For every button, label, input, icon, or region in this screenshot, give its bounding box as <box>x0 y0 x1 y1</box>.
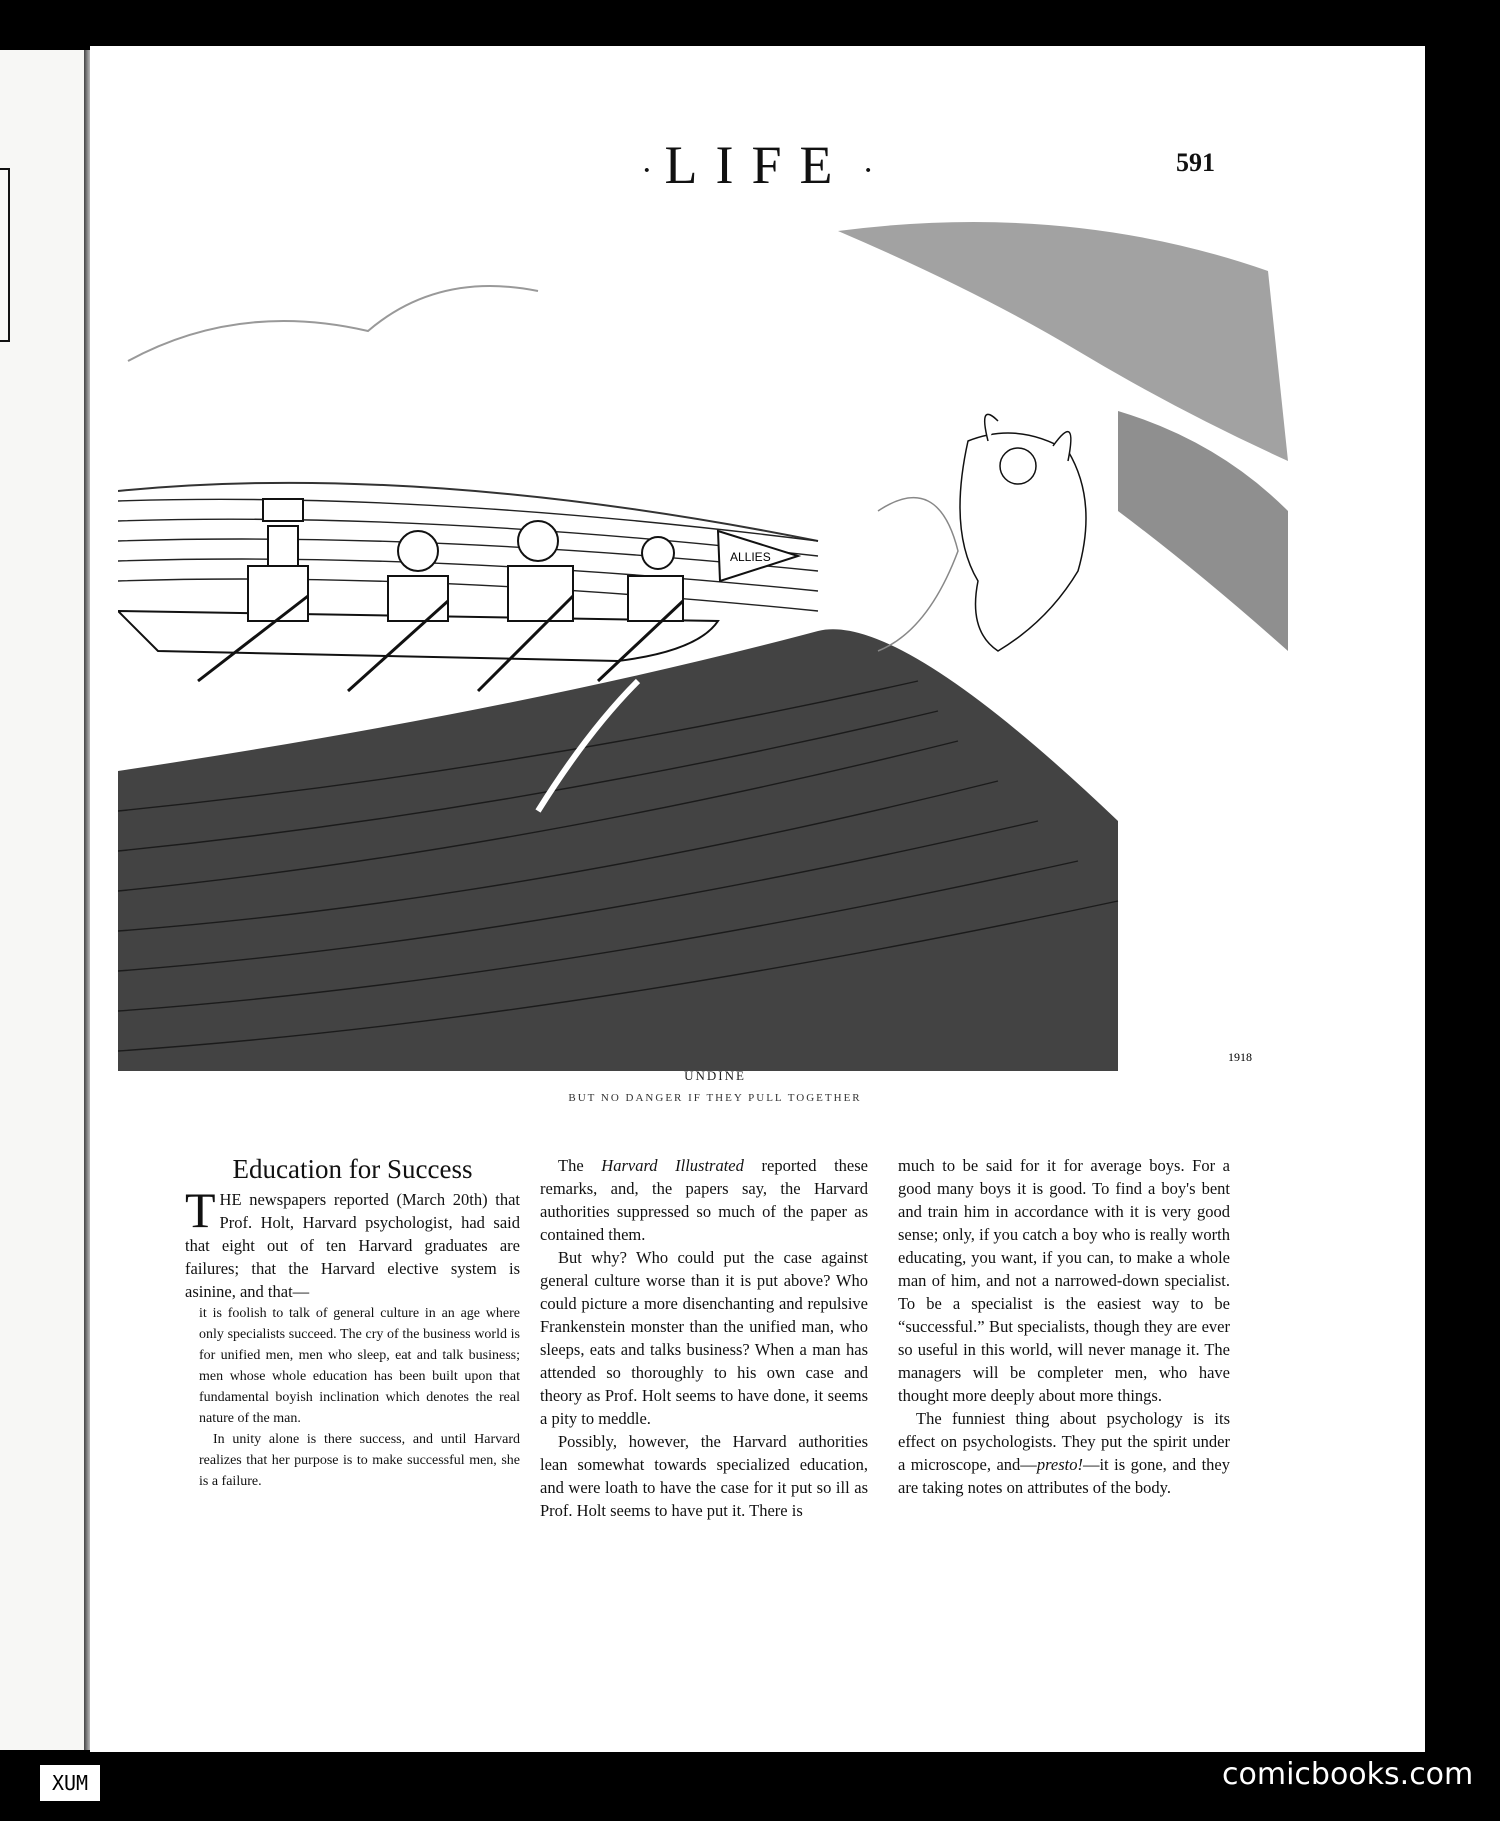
paragraph-average-boys: much to be said for it for average boys. For a good many boys it is good. To find a boy's bent and train him in accordance with it is very good sense; only, if you catch a boy who is really worth educating, you want, if you can, to make a whole man of him, and not a narrowed-down specialist. To be a specialist is the easiest way to be “successful.” But specialists, though they are ever so useful in this world, will never manage it. The managers will be completer men, who have thought more deeply about more things. <box>898 1156 1230 1405</box>
quote-paragraph-2: In unity alone is there success, and until Harvard realizes that her purpose is to make successful men, she is a failure. <box>199 1432 520 1489</box>
text-span: reported these remarks, and, the papers say, the Harvard authorities suppressed so much of the paper as contained them. <box>540 1156 868 1244</box>
text-span: The <box>558 1156 602 1175</box>
cartoon-subtitle: BUT NO DANGER IF THEY PULL TOGETHER <box>568 1092 862 1104</box>
paragraph-intro <box>185 1182 520 1303</box>
facing-page-border-fragment <box>0 168 10 342</box>
page-number: 591 <box>1176 148 1215 177</box>
scan-tag: XUM <box>40 1765 100 1801</box>
paragraph-harvard-illustrated <box>540 1154 868 1246</box>
magazine-page <box>90 46 1425 1752</box>
article-column-2 <box>540 1154 868 1522</box>
article-heading: Education for Success <box>232 1154 473 1184</box>
text-span: —it is gone, and they are taking notes on attributes of the body. <box>898 1455 1231 1497</box>
article-column-3 <box>898 1154 1230 1499</box>
article-column-1 <box>185 1154 520 1492</box>
quotation-block <box>199 1303 520 1492</box>
quote-paragraph-1: it is foolish to talk of general culture in an age where only specialists succeed. The cry of the business world is for unified men, men who sleep, eat and talk business; men whose whole education has been built upon that fundamental boyish inclination which denotes the real nature of the man. <box>199 1306 520 1426</box>
paragraph-but-why: But why? Who could put the case against general culture worse than it is put above? Who could picture a more disenchanting and repulsive Frankenstein monster than the unified man, who sleeps, eats and talks business? When a man has attended so thoroughly to his own case and theory as Prof. Holt seems to have done, it seems a pity to meddle. <box>540 1248 868 1428</box>
text-span: The funniest thing about psychology is its effect on psychologists. They put the spirit under a microscope, and— <box>898 1409 1230 1474</box>
masthead-title: LIFE <box>664 135 851 195</box>
cartoon-title: UNDINE <box>684 1068 746 1083</box>
site-watermark: comicbooks.com <box>1222 1757 1474 1792</box>
publication-title: Harvard Illustrated <box>601 1156 744 1175</box>
paragraph-psychology <box>898 1407 1230 1499</box>
cartoon-illustration <box>118 211 1313 1071</box>
paragraph-intro-text: HE newspapers reported (March 20th) that Prof. Holt, Harvard psychologist, had said that eight out of ten Harvard graduates are failures; that the Harvard elective system is asinine, and that— <box>185 1190 520 1301</box>
masthead: · LIFE · <box>641 135 874 195</box>
drop-cap: T <box>185 1182 216 1238</box>
flag-label: ALLIES <box>730 550 771 564</box>
artist-signature-year: 1918 <box>1228 1050 1252 1064</box>
facing-page-edge <box>0 50 87 1750</box>
presto-word: presto! <box>1036 1455 1083 1474</box>
paragraph-possibly: Possibly, however, the Harvard authorities lean somewhat towards specialized education, and were loath to have the case for it put so ill as Prof. Holt seems to have put it. There is <box>540 1432 868 1520</box>
